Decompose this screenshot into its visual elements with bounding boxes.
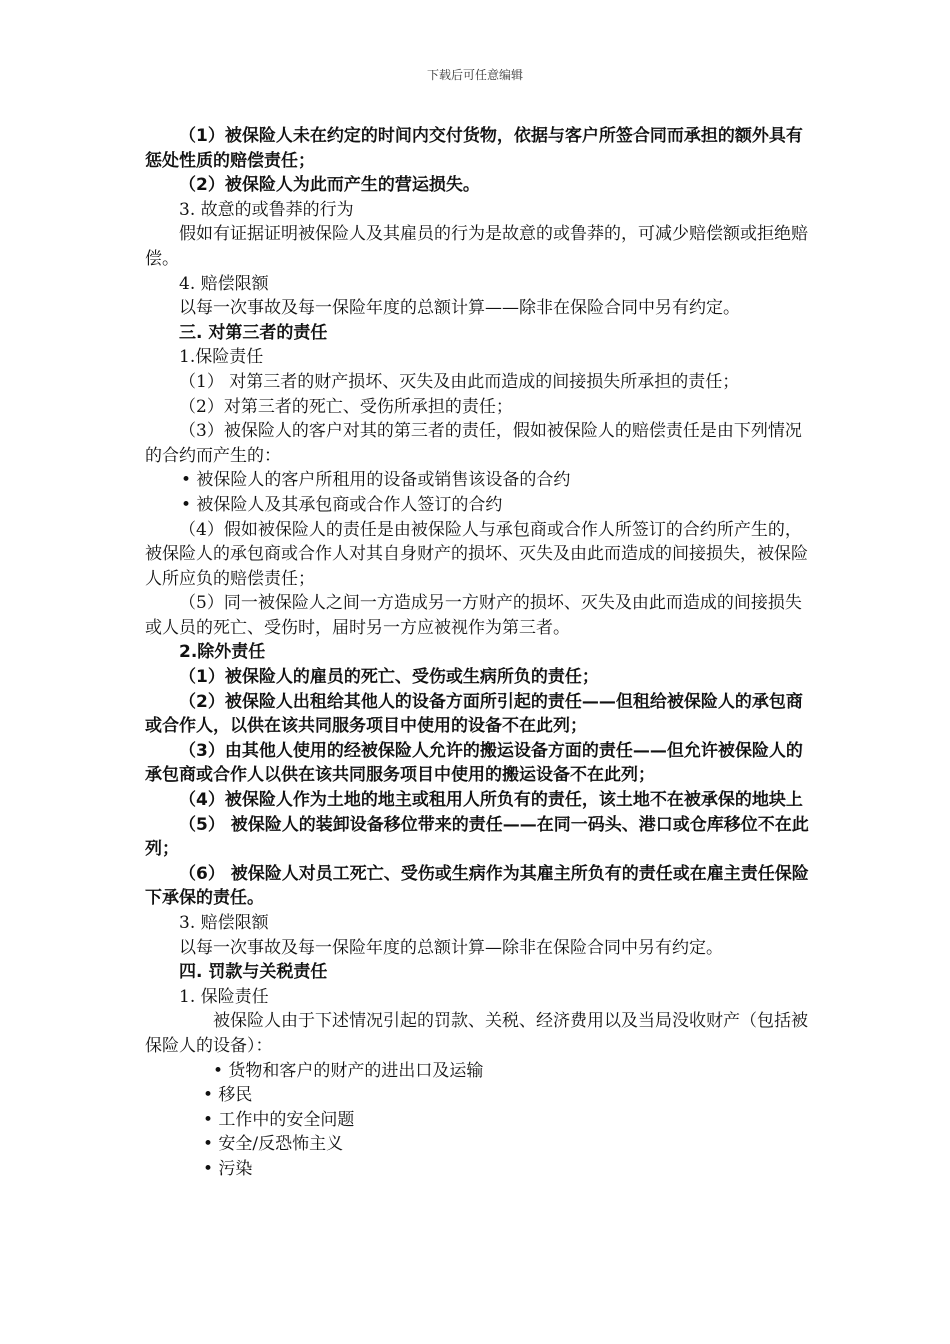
paragraph: （2）对第三者的死亡、受伤所承担的责任； bbox=[179, 396, 513, 417]
paragraph: 四. 罚款与关税责任 bbox=[179, 962, 328, 983]
page-header: 下载后可任意编辑 bbox=[426, 68, 523, 82]
paragraph: • 被保险人的客户所租用的设备或销售该设备的合约 bbox=[181, 470, 571, 491]
paragraph: 1.保险责任 bbox=[179, 347, 264, 368]
paragraph: （4）被保险人作为土地的地主或租用人所负有的责任，该土地不在被承保的地块上 bbox=[179, 790, 803, 811]
paragraph: （1） 对第三者的财产损坏、灭失及由此而造成的间接损失所承担的责任； bbox=[179, 371, 740, 392]
paragraph: • 移民 bbox=[203, 1085, 253, 1106]
paragraph: 以每一次事故及每一保险年度的总额计算——除非在保险合同中另有约定。 bbox=[179, 298, 740, 319]
paragraph: （3）由其他人使用的经被保险人允许的搬运设备方面的责任——但允许被保险人的承包商或合作人以供在该共同服务项目中使用的搬运设备不在此列； bbox=[145, 740, 803, 786]
paragraph: 1. 保险责任 bbox=[179, 986, 269, 1007]
paragraph: 4. 赔偿限额 bbox=[179, 273, 269, 294]
paragraph: （5）同一被保险人之间一方造成另一方财产的损坏、灭失及由此而造成的间接损失或人员的死亡、受伤时，届时另一方应被视作为第三者。 bbox=[145, 593, 802, 638]
paragraph: 被保险人由于下述情况引起的罚款、关税、经济费用以及当局没收财产（包括被保险人的设备）： bbox=[145, 1011, 808, 1056]
paragraph: • 安全/反恐怖主义 bbox=[203, 1134, 344, 1155]
paragraph: • 工作中的安全问题 bbox=[203, 1109, 355, 1130]
paragraph: • 被保险人及其承包商或合作人签订的合约 bbox=[181, 494, 503, 515]
paragraph: （1）被保险人的雇员的死亡、受伤或生病所负的责任； bbox=[179, 667, 599, 688]
paragraph: （2）被保险人出租给其他人的设备方面所引起的责任——但租给被保险人的承包商或合作人，以供在该共同服务项目中使用的设备不在此列； bbox=[145, 691, 803, 737]
paragraph: 假如有证据证明被保险人及其雇员的行为是故意的或鲁莽的，可减少赔偿额或拒绝赔偿。 bbox=[145, 224, 808, 269]
paragraph: • 货物和客户的财产的进出口及运输 bbox=[213, 1060, 484, 1081]
paragraph: （6） 被保险人对员工死亡、受伤或生病作为其雇主所负有的责任或在雇主责任保险下承保的责任。 bbox=[145, 863, 809, 909]
paragraph: 3. 故意的或鲁莽的行为 bbox=[179, 199, 354, 220]
paragraph: 三. 对第三者的责任 bbox=[179, 322, 328, 343]
paragraph: （2）被保险人为此而产生的营运损失。 bbox=[179, 175, 480, 196]
paragraph: 以每一次事故及每一保险年度的总额计算—除非在保险合同中另有约定。 bbox=[179, 937, 723, 958]
paragraph: （4）假如被保险人的责任是由被保险人与承包商或合作人所签订的合约所产生的，被保险人的承包商或合作人对其自身财产的损坏、灭失及由此而造成的间接损失，被保险人所应负的赔偿责任； bbox=[145, 519, 808, 589]
paragraph: 2.除外责任 bbox=[179, 642, 266, 663]
paragraph: （3）被保险人的客户对其的第三者的责任，假如被保险人的赔偿责任是由下列情况的合约而产生的： bbox=[145, 421, 802, 466]
paragraph: （1）被保险人未在约定的时间内交付货物，依据与客户所签合同而承担的额外具有惩处性质的赔偿责任； bbox=[145, 126, 803, 171]
document-body bbox=[145, 124, 810, 1182]
paragraph: （5） 被保险人的装卸设备移位带来的责任——在同一码头、港口或仓库移位不在此列； bbox=[145, 814, 809, 860]
paragraph: • 污染 bbox=[203, 1158, 253, 1179]
paragraph: 3. 赔偿限额 bbox=[179, 913, 269, 933]
